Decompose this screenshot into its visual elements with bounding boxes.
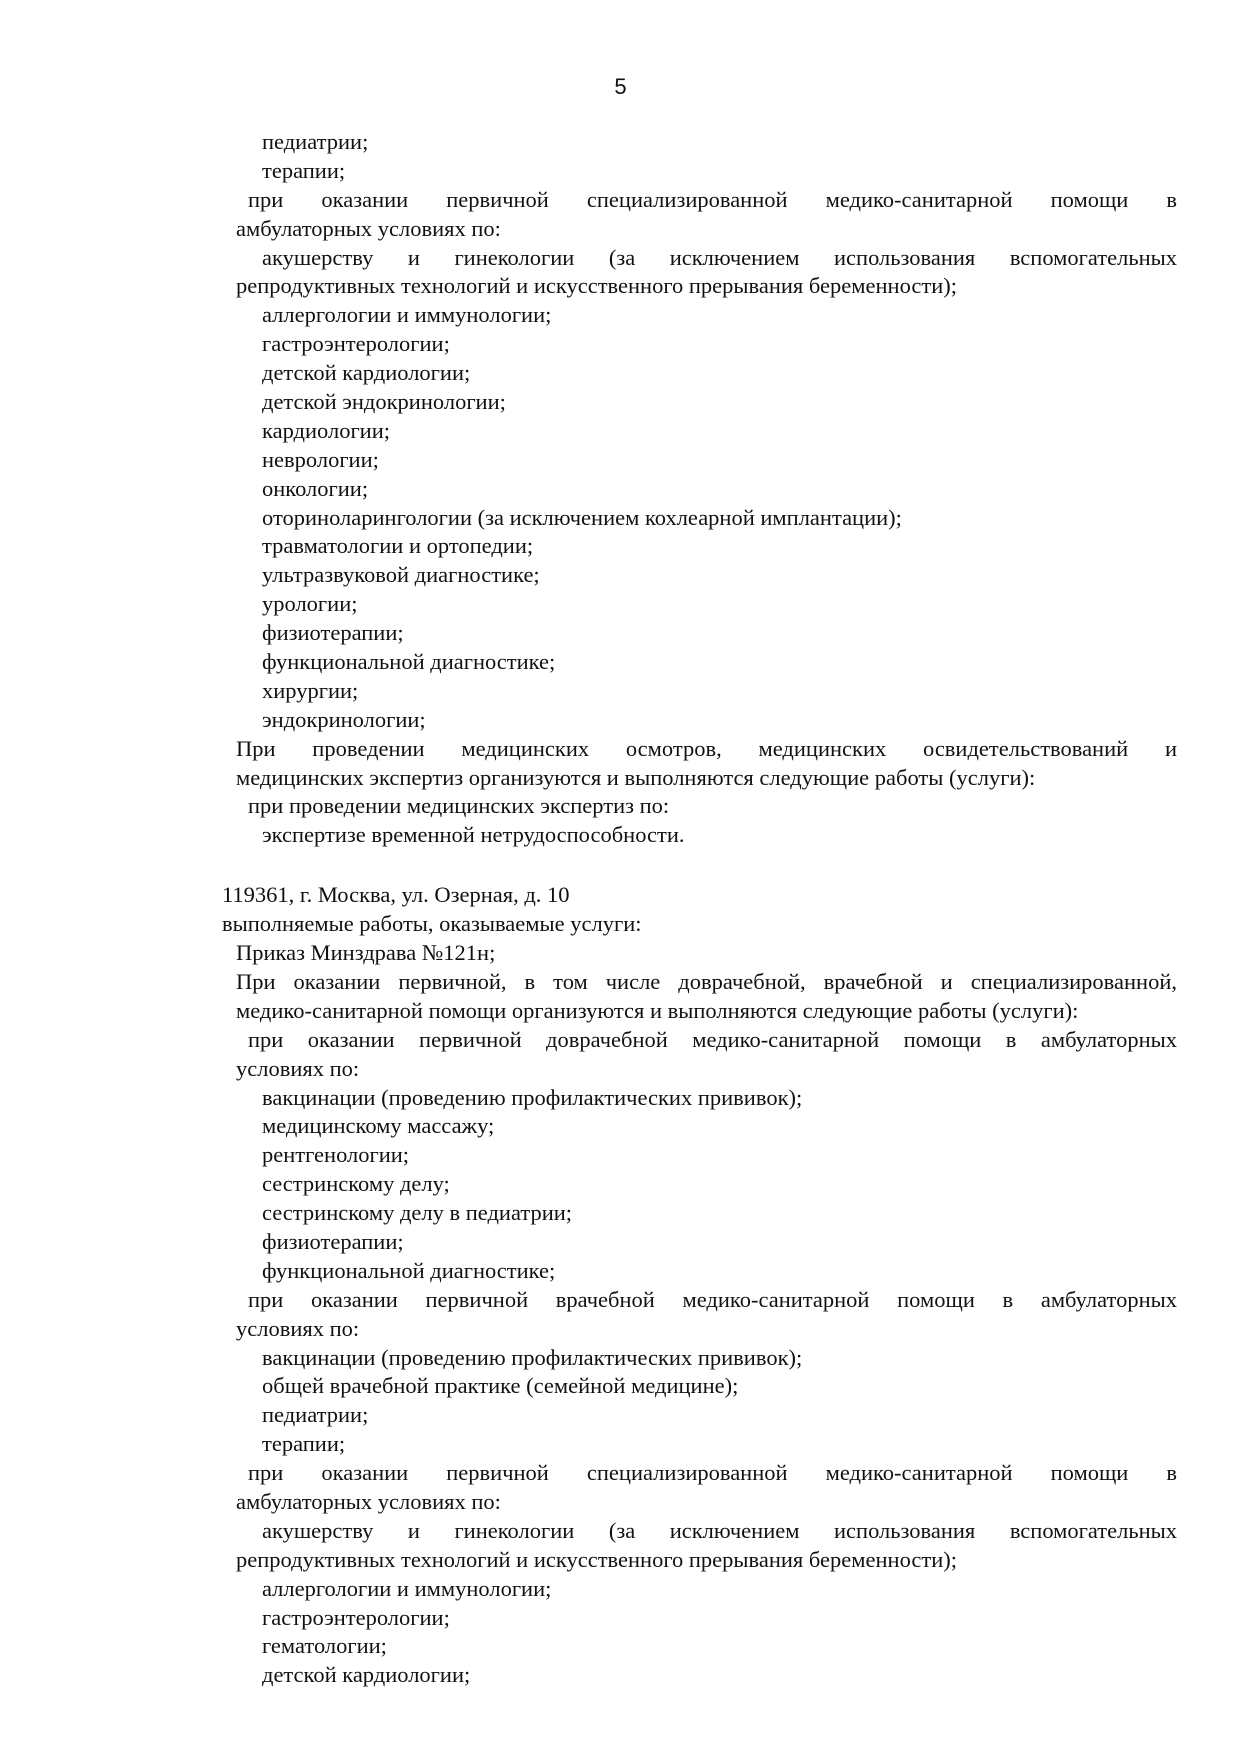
text-line: оториноларингологии (за исключением кохлеарной имплантации); [262, 504, 902, 530]
text-line: при оказании первичной специализированной медико-санитарной помощи в [248, 1460, 1177, 1486]
text-line: функциональной диагностике; [262, 1257, 556, 1283]
text-line: физиотерапии; [262, 620, 404, 646]
text-line: Приказ Минздрава №121н; [236, 940, 496, 966]
text-line: экспертизе временной нетрудоспособности. [262, 822, 685, 848]
text-line: аллергологии и иммунологии; [262, 1575, 552, 1601]
text-line: детской кардиологии; [262, 1662, 471, 1688]
text-line: репродуктивных технологий и искусственного прерывания беременности); [236, 273, 957, 299]
text-line: гастроэнтерологии; [262, 331, 450, 357]
text-line: гематологии; [262, 1633, 387, 1659]
text-line: эндокринологии; [262, 706, 426, 732]
text-line: педиатрии; [262, 1402, 369, 1428]
text-line: условиях по: [236, 1315, 360, 1341]
text-line: выполняемые работы, оказываемые услуги: [222, 911, 642, 937]
text-line: При оказании первичной, в том числе доврачебной, врачебной и специализированной, [236, 968, 1177, 994]
text-line: амбулаторных условиях по: [236, 1488, 501, 1514]
text-line: терапии; [262, 1431, 346, 1457]
text-line: урологии; [262, 591, 358, 617]
address-line: 119361, г. Москва, ул. Озерная, д. 10 [222, 882, 570, 908]
text-line: общей врачебной практике (семейной медицине); [262, 1373, 739, 1399]
text-line: медико-санитарной помощи организуются и выполняются следующие работы (услуги): [236, 997, 1079, 1023]
text-line: аллергологии и иммунологии; [262, 302, 552, 328]
text-line: травматологии и ортопедии; [262, 533, 534, 559]
text-line: при оказании первичной специализированной медико-санитарной помощи в [248, 186, 1177, 212]
text-line: функциональной диагностике; [262, 649, 556, 675]
text-line: акушерству и гинекологии (за исключением использования вспомогательных [262, 1517, 1177, 1543]
text-line: репродуктивных технологий и искусственного прерывания беременности); [236, 1546, 957, 1572]
text-line: акушерству и гинекологии (за исключением использования вспомогательных [262, 244, 1177, 270]
text-line: сестринскому делу; [262, 1171, 450, 1197]
text-line: при проведении медицинских экспертиз по: [248, 793, 670, 819]
document-body [0, 128, 1241, 1690]
text-line: педиатрии; [262, 129, 369, 154]
text-line: онкологии; [262, 475, 369, 501]
text-line: ультразвуковой диагностике; [262, 562, 540, 588]
text-line: неврологии; [262, 446, 379, 472]
text-line: хирургии; [262, 677, 359, 703]
page-number: 5 [614, 74, 627, 99]
text-line: гастроэнтерологии; [262, 1604, 450, 1630]
text-line: При проведении медицинских осмотров, медицинских освидетельствований и [236, 735, 1177, 761]
text-line: медицинскому массажу; [262, 1113, 495, 1139]
text-line: детской кардиологии; [262, 360, 471, 386]
text-line: терапии; [262, 157, 346, 183]
text-line: рентгенологии; [262, 1142, 410, 1168]
text-line: при оказании первичной доврачебной медико-санитарной помощи в амбулаторных [248, 1026, 1177, 1052]
text-line: детской эндокринологии; [262, 389, 506, 415]
text-line: условиях по: [236, 1055, 360, 1081]
text-line: амбулаторных условиях по: [236, 215, 501, 241]
text-line: вакцинации (проведению профилактических прививок); [262, 1084, 803, 1110]
text-line: физиотерапии; [262, 1228, 404, 1254]
text-line: медицинских экспертиз организуются и выполняются следующие работы (услуги): [236, 764, 1036, 790]
text-line: при оказании первичной врачебной медико-санитарной помощи в амбулаторных [248, 1286, 1177, 1312]
text-line: кардиологии; [262, 417, 391, 443]
text-line: вакцинации (проведению профилактических прививок); [262, 1344, 803, 1370]
text-line: сестринскому делу в педиатрии; [262, 1200, 573, 1226]
